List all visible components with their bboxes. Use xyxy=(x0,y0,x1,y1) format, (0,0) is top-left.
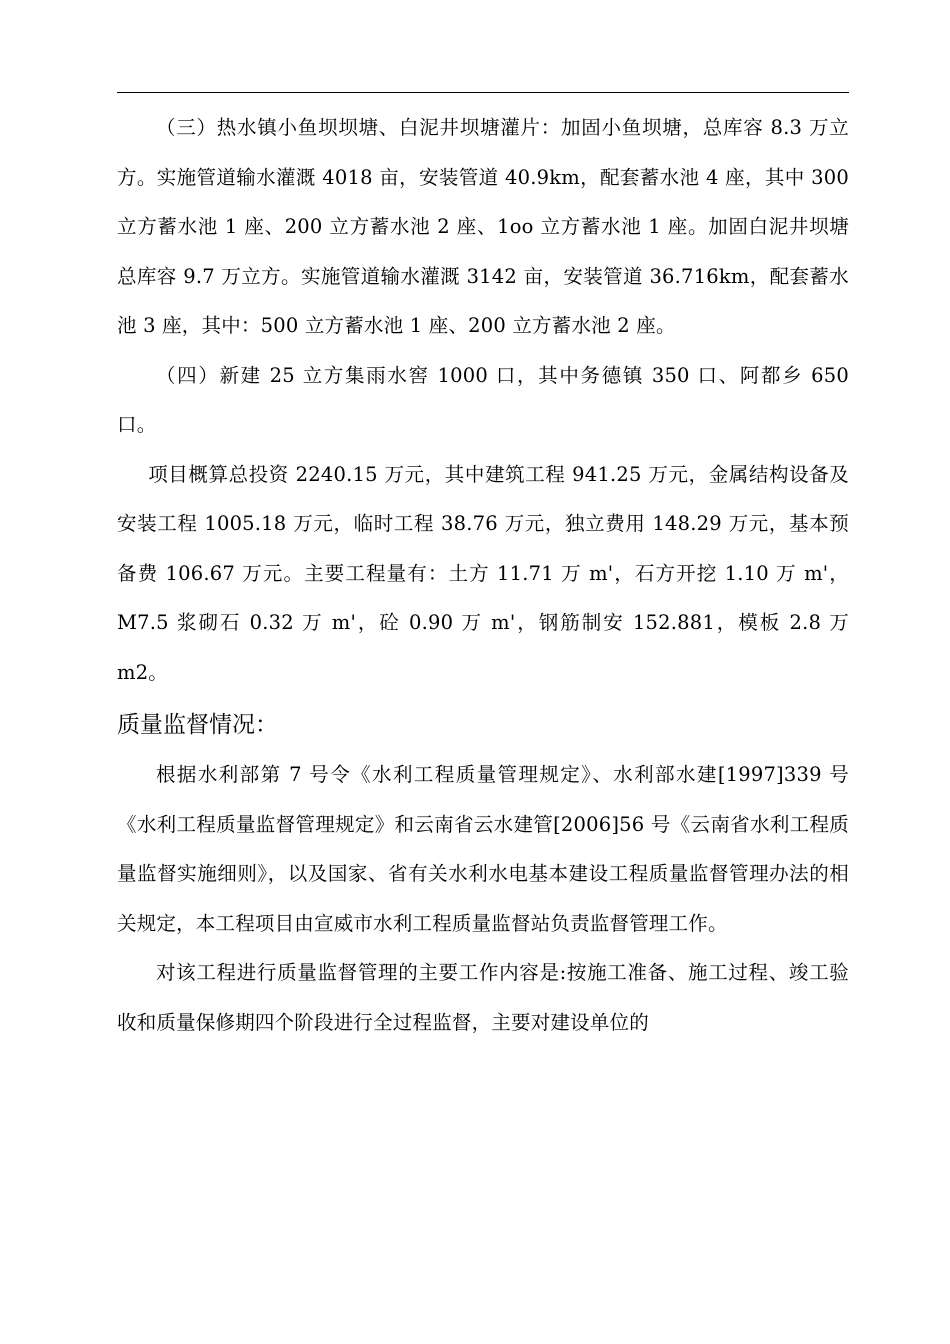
section-heading-quality-supervision: 质量监督情况： xyxy=(117,712,278,738)
paragraph-investment: 项目概算总投资 2240.15 万元，其中建筑工程 941.25 万元，金属结构设备及安装工程 1005.18 万元，临时工程 38.76 万元，独立费用 148.29 万元，基本预备费 106.67 万元。主要工程量有：土方 11.71 万 m'，石方开挖 1.10 万 m'，M7.5 浆砌石 0.32 万 m'，砼 0.90 万 m'，钢筋制安 152.881，模板 2.8 万 m2。 xyxy=(117,462,849,684)
paragraph-section-four: （四）新建 25 立方集雨水窖 1000 口，其中务德镇 350 口、阿都乡 650 口。 xyxy=(117,363,849,436)
document-body xyxy=(117,103,849,1047)
paragraph-section-three: （三）热水镇小鱼坝坝塘、白泥井坝塘灌片：加固小鱼坝塘，总库容 8.3 万立方。实施管道输水灌溉 4018 亩，安装管道 40.9km，配套蓄水池 4 座，其中 300 立方蓄水池 1 座、200 立方蓄水池 2 座、1oo 立方蓄水池 1 座。加固白泥井坝塘总库容 9.7 万立方。实施管道输水灌溉 3142 亩，安装管道 36.716km，配套蓄水池 3 座，其中：500 立方蓄水池 1 座、200 立方蓄水池 2 座。 xyxy=(117,116,849,337)
header-rule xyxy=(117,92,849,93)
paragraph-supervision-work: 对该工程进行质量监督管理的主要工作内容是:按施工准备、施工过程、竣工验收和质量保修期四个阶段进行全过程监督，主要对建设单位的 xyxy=(117,961,849,1034)
paragraph-regulations: 根据水利部第 7 号令《水利工程质量管理规定》、水利部水建[1997]339 号《水利工程质量监督管理规定》和云南省云水建管[2006]56 号《云南省水利工程质量监督实施细则》，以及国家、省有关水利水电基本建设工程质量监督管理办法的相关规定，本工程项目由宣威市水利工程质量监督站负责监督管理工作。 xyxy=(117,763,849,935)
